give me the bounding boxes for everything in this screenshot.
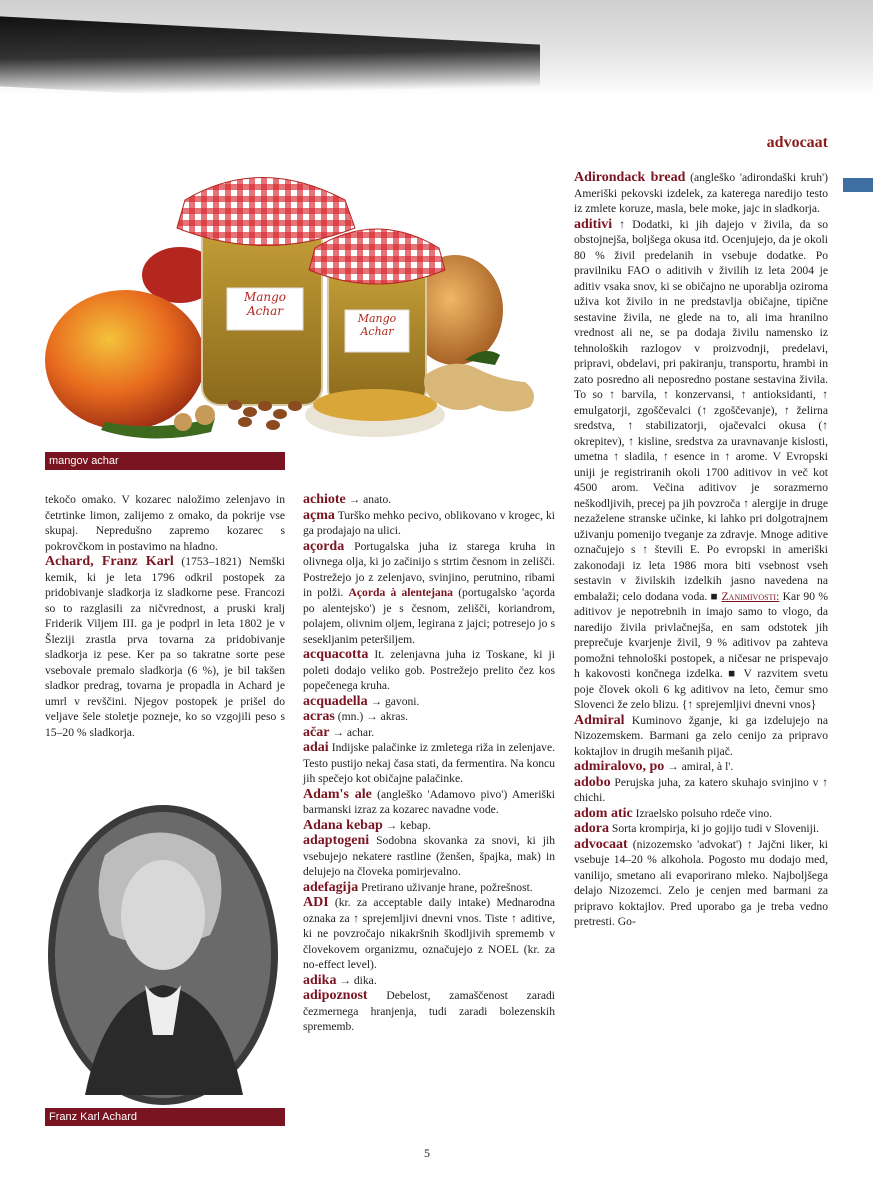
running-head: advocaat (766, 134, 828, 151)
headword: adika (303, 972, 337, 988)
headword: adai (303, 740, 329, 755)
definition: Sodobna skovanka za snovi, ki jih vsebujejo nekatere rastline (ženšen, špajka, mak) in delujejo na človeka pomirjevalno. (303, 834, 555, 878)
zanimivosti-label: Zanimivosti: (721, 589, 780, 603)
right-column (574, 170, 828, 930)
definition: Portugalska juha iz starega kruha in olivnega olja, ki jo začinijo s strtim česnom in zelišči. Postrežejo jo z zelenjavo, svinjino, perutnino, ribami in polži. (303, 539, 555, 599)
headword: açorda (303, 538, 345, 554)
definition: → dika. (336, 973, 377, 987)
thumb-index-tab (843, 178, 873, 192)
jar-label-2: Mango Achar (357, 312, 397, 338)
definition: → kebap. (382, 818, 431, 832)
page-number: 5 (424, 1146, 430, 1160)
definition: Indijske palačinke iz zmletega riža in zelenjave. Testo pustijo nekaj časa stati, da fermentira. Na koncu jih spečejo kot običajne palačinke. (303, 741, 555, 785)
headword: Adam's ale (303, 786, 372, 802)
headword: Adirondack bread (574, 170, 686, 185)
definition: → achar. (329, 725, 375, 739)
mango-achar-photo (45, 160, 565, 450)
definition: (angleško 'Adamovo pivo') Ameriški barmanski izraz za kozarec navadne vode. (303, 787, 555, 816)
definition: Debelost, zamaščenost zaradi čezmernega hranjenja, tudi zaradi bolezenskih sprememb. (303, 989, 555, 1033)
headword: adipoznost (303, 988, 368, 1003)
headword: Admiral (574, 712, 625, 728)
definition: (mn.) → akras. (334, 710, 408, 723)
achard-portrait (45, 795, 285, 1105)
headword: adora (574, 821, 609, 836)
headword: adefagija (303, 879, 359, 895)
headword: aditivi (574, 216, 613, 232)
headword-achard: Achard, Franz Karl (45, 554, 174, 569)
headword: acras (303, 709, 335, 724)
definition: Turško mehko pecivo, oblikovano v krogec, ki ga prodajajo na ulici. (303, 508, 555, 537)
headword: Adana kebap (303, 817, 383, 833)
definition: (portugalsko 'açorda po alentejsko') je s česnom, zelišči, koriandrom, polajem, olivnim oljem, legirana z jajci; potresejo jo s sesekljanim peteršiljem. (303, 586, 555, 646)
definition: (kr. za acceptable daily intake) Mednarodna oznaka za ↑ sprejemljivi dnevni vnos. Tiste ↑ aditive, ki ne povzročajo nikakršnih škodljivih sprememb v človekovem organizmu, označujejo z NOEL (kr. za no-effect level). (303, 896, 555, 971)
definition: → amiral, à l'. (664, 760, 734, 773)
headword: advocaat (574, 836, 628, 852)
continued-paragraph: tekočo omako. V kozarec naložimo zelenjavo in četrtinke limon, zalijemo z omako, da pokrije vse skupaj. Nepredušno zapremo kozarec s pokrovčkom in postavimo na hladno. (45, 493, 285, 553)
definition: Perujska juha, za katero skuhajo svinjino v ↑ chichi. (574, 775, 828, 804)
jar-label-1: Mango Achar (243, 290, 287, 318)
middle-column (303, 492, 555, 1035)
headword: acquadella (303, 693, 368, 709)
definition: Kar 90 % aditivov je nepotrebnih in imajo samo to vlogo, da naredijo živila privlačnejša, en sam odstotek jih preprečuje kvarjenje živil, 9 % aditivov pa zahteva pomožni tehnološki postopek, a ničesar ne prispevajo h kakovosti končnega izdelka. ■ V razvitem svetu poje človek okoli 6 kg aditivov na leto, čemur smo Slovenci že zelo blizu. {↑ sprejemljivi dnevni vnos} (574, 589, 828, 711)
photo-caption: mangov achar (45, 452, 285, 470)
headword: achiote (303, 492, 346, 507)
definition: → anato. (345, 493, 392, 506)
headword: adom atic (574, 805, 633, 821)
headword: açma (303, 507, 335, 523)
left-column (45, 492, 285, 740)
headword: ADI (303, 895, 329, 910)
definition: Izraelsko polsuho rdeče vino. (632, 806, 773, 820)
headword: acquacotta (303, 647, 369, 662)
definition: Sorta krompirja, ki jo gojijo tudi v Sloveniji. (609, 822, 819, 835)
definition: ↑ Dodatki, ki jih dajejo v živila, da so obstojnejša, boljšega okusa itd. Ocenjujejo, da je okoli 80 % živil predelanih in vsebuje dodatke. Po pravilniku FAO o aditivih v živilih iz leta 2004 je aditiv vsaka snov, ki se običajno ne uporablja oziroma uživa kot živilo in ne predstavlja običajne, tipične sestavine živila, ne glede na to, ali ima hranilno vrednost ali ne, se pa dodaja živilu namensko iz tehnoloških razlogov v proizvodnji, predelavi, pripravi, obdelavi, pri pakiranju, transportu, hrambi in zato posredno ali neposredno postane sestavina živila. To so ↑ barvila, ↑ konzervansi, ↑ antioksidanti, ↑ emulgatorji, zgoščevalci (↑ zgoščevanje), ↑ želirna sredstva, ↑ stabilizatorji, ojačevalci okusa (↑ okrepitev), ↑ kisline, sredstva za uravnavanje kislosti, umetna ↑ sladila, ↑ esence in ↑ arome. V Evropski uniji je registriranih okoli 1700 aditivov in več kot 4500 arom. Večina aditivov je sorazmerno neškodljivih, precej pa jih povzroča ↑ alergije in druge nezaželene stranske učinke, ki lahko pri dolgotrajnem uživanju pomenijo tveganje za zdravje. Mnoge aditive označujejo s ↑ števili E. Po evropski in ameriški zakonodaji iz leta 1986 mora biti vsebnost vseh sestavin v živilskih izdelkih jasno navedena na embalaži; celo dodana voda. ■ (574, 217, 828, 603)
definition: → gavoni. (367, 694, 420, 708)
definition: It. zelenjavna juha iz Toskane, ki ji poleti dodajo veliko gob. Postrežejo prelito čez kos popečenega kruha. (303, 648, 555, 692)
subentry: Açorda à alentejana (348, 586, 453, 599)
definition: (nizozemsko 'advokat') ↑ Jajčni liker, ki vsebuje 14–20 % alkohola. Pogosto mu dodajo med, vanilijo, smetano ali evaporirano mleko. Najboljšega delajo Nizozemci. Zelo je cenjen med barmani za pripravo koktajlov. Pred uporabo ga je treba vedno pretresti. Go- (574, 837, 828, 928)
headword: adaptogeni (303, 833, 370, 848)
scan-shadow-band (0, 0, 873, 95)
achard-text: (1753–1821) Nemški kemik, ki je leta 1796 odkril postopek za pridobivanje sladkorja iz sladkorne pese. Francozi so to razglasili za ničvrednost, a pruski kralj Friderik Viljem III. ga je podprl in leta 1802 je v Šleziji zrastla prva tovarna za pridobivanje sladkorja iz pese. Ker pa so takratne sorte pese vsebovale premalo sladkorja (6 %), je bil takšen sladkor predrag, tovarna je propadla in Achard je umrl v revščini. Njegov postopek je prišel do veljave šele stoletje pozneje, ko so vzgojili peso s 15–20 % sladkorja. (45, 555, 285, 739)
definition: Kuminovo žganje, ki ga izdelujejo na Nizozemskem. Barmani ga zelo cenijo za pripravo koktajlov in drugih mešanih pijač. (574, 713, 828, 758)
definition: (angleško 'adirondaški kruh') Ameriški pekovski izdelek, za katerega naredijo testo iz zmlete koruze, masla, bele moke, jajc in sladkorja. (574, 171, 828, 215)
headword: admiralovo, po (574, 759, 665, 774)
definition: Pretirano uživanje hrane, požrešnost. (358, 880, 533, 894)
headword: adobo (574, 774, 611, 790)
portrait-caption: Franz Karl Achard (45, 1108, 285, 1126)
headword: ačar (303, 724, 330, 740)
